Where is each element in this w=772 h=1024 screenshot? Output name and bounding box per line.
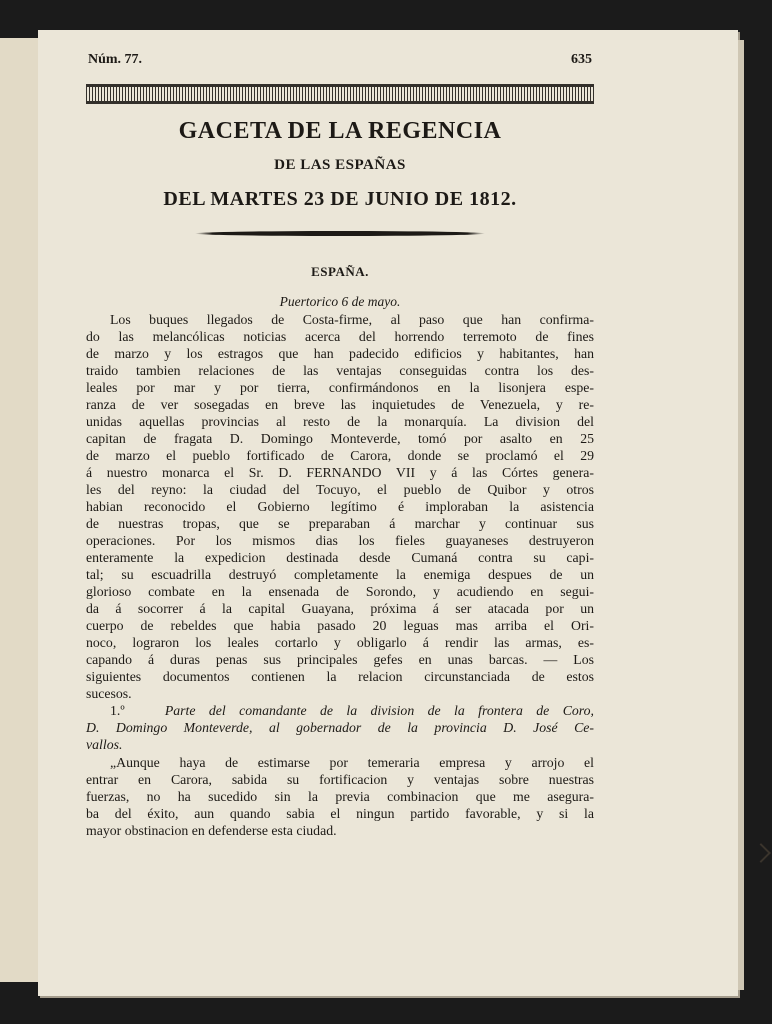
item-title-line: vallos. <box>86 737 123 752</box>
text-line: enteramente la expedicion destinada desde Cumaná contra su capi- <box>86 550 594 565</box>
text-line: operaciones. Por los mismos dias los fieles guayaneses destruyeron <box>86 533 594 548</box>
item-title-line: D. Domingo Monteverde, al gobernador de la provincia D. José Ce- <box>86 720 594 735</box>
text-line: les del reyno: la ciudad del Tocuyo, el pueblo de Quibor y otros <box>86 482 594 497</box>
double-rule-divider <box>86 84 594 104</box>
text-line: entrar en Carora, sabida su fortificacion y ventajas sobre nuestras <box>86 772 594 787</box>
text-line: habian reconocido el Gobierno legítimo é imploraban la asistencia <box>86 499 594 514</box>
text-line: de marzo y los estragos que han padecido edificios y habitantes, han <box>86 346 594 361</box>
page-number: 635 <box>571 52 592 67</box>
article-paragraph-1 <box>86 311 594 702</box>
text-line: ba del éxito, aun quando sabia el ningun partido favorable, y si la <box>86 806 594 821</box>
issue-date: DEL MARTES 23 DE JUNIO DE 1812. <box>163 188 517 210</box>
text-line: de marzo el pueblo fortificado de Carora, donde se proclamó el 29 <box>86 448 594 463</box>
ornamental-rule <box>195 231 485 236</box>
text-line: noco, lograron los leales cortarlo y obligarlo á rendir las armas, es- <box>86 635 594 650</box>
text-line: traido tambien relaciones de las ventajas conseguidas contra los des- <box>86 363 594 378</box>
document-item-1 <box>86 702 594 753</box>
text-line: siguientes documentos contienen la relacion circunstanciada de estos <box>86 669 594 684</box>
text-line: de nuestras tropas, que se preparaban á marchar y continuar sus <box>86 516 594 531</box>
binding-mark <box>751 843 771 863</box>
issue-number: Núm. 77. <box>88 52 143 67</box>
facing-page-edge <box>0 38 42 982</box>
text-line: glorioso combate en la ensenada de Sorondo, y acudiendo en segui- <box>86 584 594 599</box>
text-line: capitan de fragata D. Domingo Monteverde, tomó por asalto en 25 <box>86 431 594 446</box>
text-line: tal; su escuadrilla destruyó completamente la enemiga despues de un <box>86 567 594 582</box>
text-line: „Aunque haya de estimarse por temeraria empresa y arrojo el <box>110 755 594 770</box>
text-line: cuerpo de rebeldes que habia pasado 20 leguas mas arriba el Ori- <box>86 618 594 633</box>
masthead <box>86 118 594 211</box>
article-paragraph-2 <box>86 754 594 839</box>
text-line: ranza de ver sosegadas en breve las inquietudes de Venezuela, y re- <box>86 397 594 412</box>
text-line: do las melancólicas noticias acerca del horrendo terremoto de fines <box>86 329 594 344</box>
text-line: á nuestro monarca el Sr. D. FERNANDO VII y á las Córtes genera- <box>86 465 594 480</box>
item-title-line <box>86 702 594 719</box>
text-line: unidas aquellas provincias al resto de la monarquía. La division del <box>86 414 594 429</box>
page-content <box>86 50 594 839</box>
page-stack-edge <box>738 40 744 990</box>
item-title-text: Parte del comandante de la division de la frontera de Coro, <box>164 703 594 718</box>
section-heading: ESPAÑA. <box>311 264 369 279</box>
folio-line <box>86 50 594 70</box>
text-line: mayor obstinacion en defenderse esta ciudad. <box>86 823 337 838</box>
text-line: fuerzas, no ha sucedido sin la previa combinacion que me asegura- <box>86 789 594 804</box>
text-line: Los buques llegados de Costa-firme, al paso que han confirma- <box>110 312 594 327</box>
text-line: capando á duras penas sus principales gefes en unas barcas. — Los <box>86 652 594 667</box>
item-number: 1.º <box>110 703 125 718</box>
text-line: sucesos. <box>86 686 132 701</box>
dateline: Puertorico 6 de mayo. <box>279 294 401 309</box>
newspaper-title: GACETA DE LA REGENCIA <box>178 118 502 144</box>
text-line: leales por mar y por tierra, confirmándonos en la lisonjera espe- <box>86 380 594 395</box>
text-line: da á socorrer á la capital Guayana, próxima á ser atacada por un <box>86 601 594 616</box>
newspaper-subtitle: DE LAS ESPAÑAS <box>274 157 406 173</box>
